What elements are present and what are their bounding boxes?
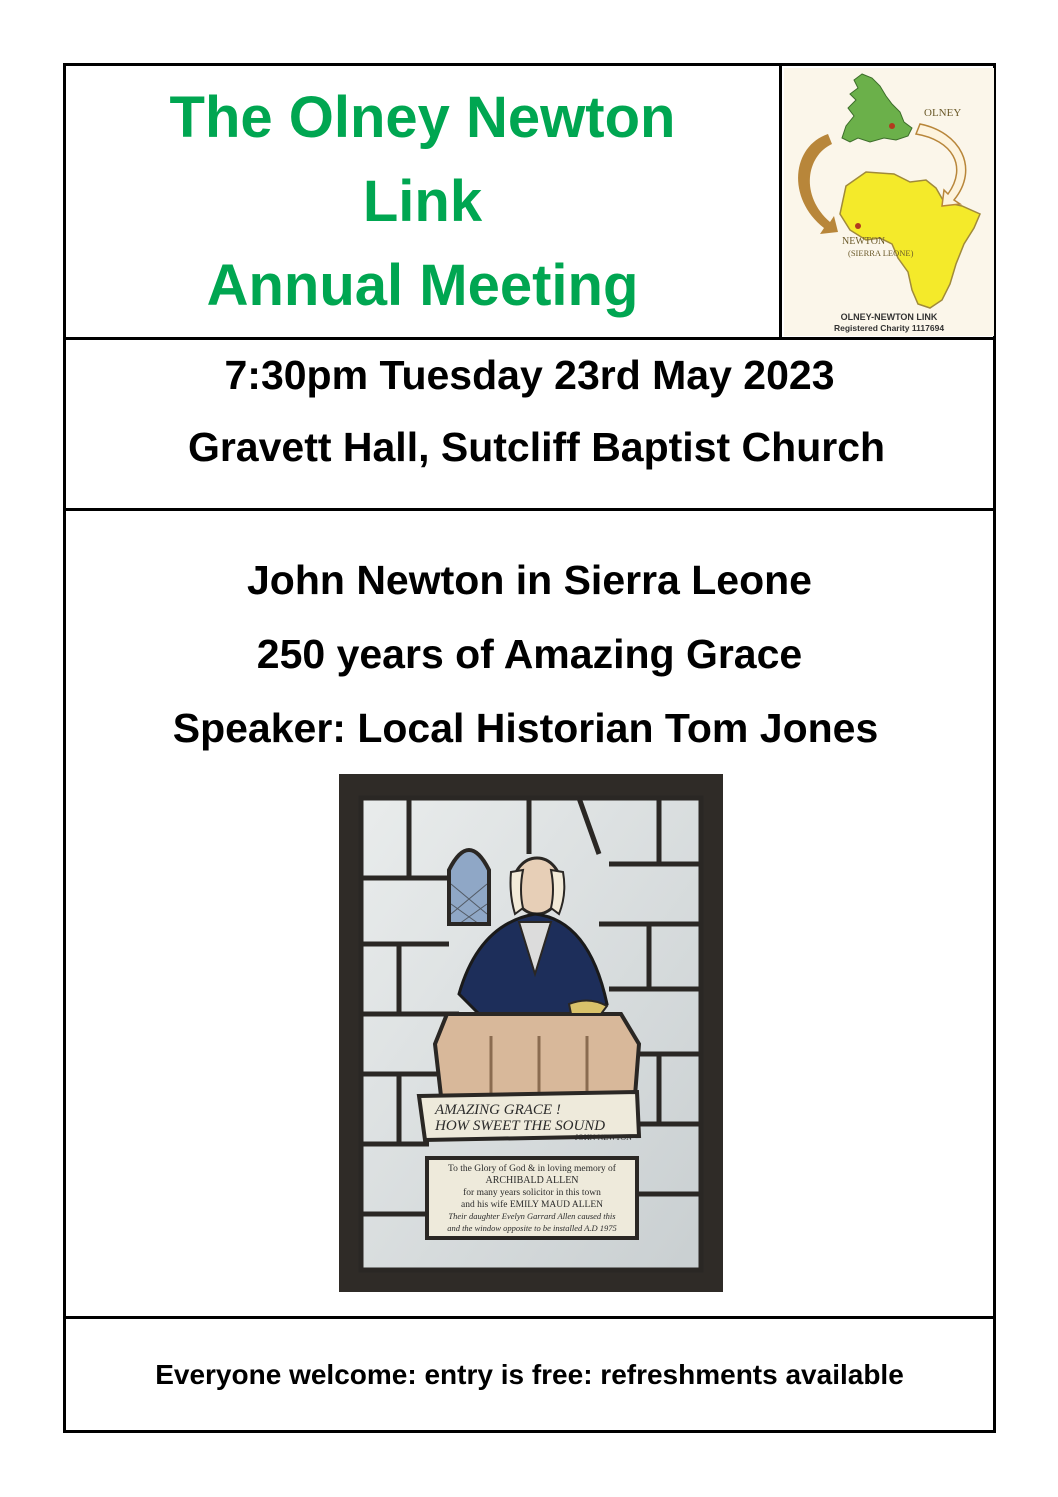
title-line-3: Annual Meeting [206,253,639,318]
logo-label-newton: NEWTON [842,236,886,247]
plaque-line-3: for many years solicitor in this town [463,1188,601,1198]
talk-speaker: Speaker: Local Historian Tom Jones [172,705,879,751]
logo-label-olney: OLNEY [924,107,962,119]
event-datetime: 7:30pm Tuesday 23rd May 2023 [224,352,835,398]
title-line-1: The Olney Newton [169,85,676,150]
footer-text: Everyone welcome: entry is free: refreshments available [155,1359,904,1390]
logo-label-link: OLNEY-NEWTON LINK [840,312,938,322]
scroll-author: JOHN NEWTON [575,1133,632,1142]
plaque-line-6: and the window opposite to be installed A.D 1975 [447,1223,617,1233]
footer-row [66,1319,993,1430]
scroll-line-2: HOW SWEET THE SOUND [435,1118,606,1134]
plaque-line-4: and his wife EMILY MAUD ALLEN [461,1200,603,1210]
scroll-line-1: AMAZING GRACE ! [435,1102,561,1118]
logo-cell [782,66,993,337]
stained-glass-window-image [339,774,723,1292]
event-venue: Gravett Hall, Sutcliff Baptist Church [187,424,886,470]
logo-label-charity: Registered Charity 1117694 [833,323,945,333]
title-cell [66,66,782,337]
olney-newton-link-logo [784,68,994,336]
event-details-row [66,340,993,511]
header-row [66,66,993,340]
plaque-line-2: ARCHIBALD ALLEN [485,1175,579,1186]
logo-label-sierra-leone: (SIERRA LEONE) [848,248,914,258]
talk-row [66,511,993,1319]
talk-title: John Newton in Sierra Leone [247,557,812,603]
plaque-line-5: Their daughter Evelyn Garrard Allen caused this [448,1211,616,1221]
title-line-2: Link [362,169,483,234]
talk-subtitle: 250 years of Amazing Grace [256,631,803,677]
plaque-line-1: To the Glory of God & in loving memory of [448,1164,616,1174]
poster-frame [63,63,996,1433]
